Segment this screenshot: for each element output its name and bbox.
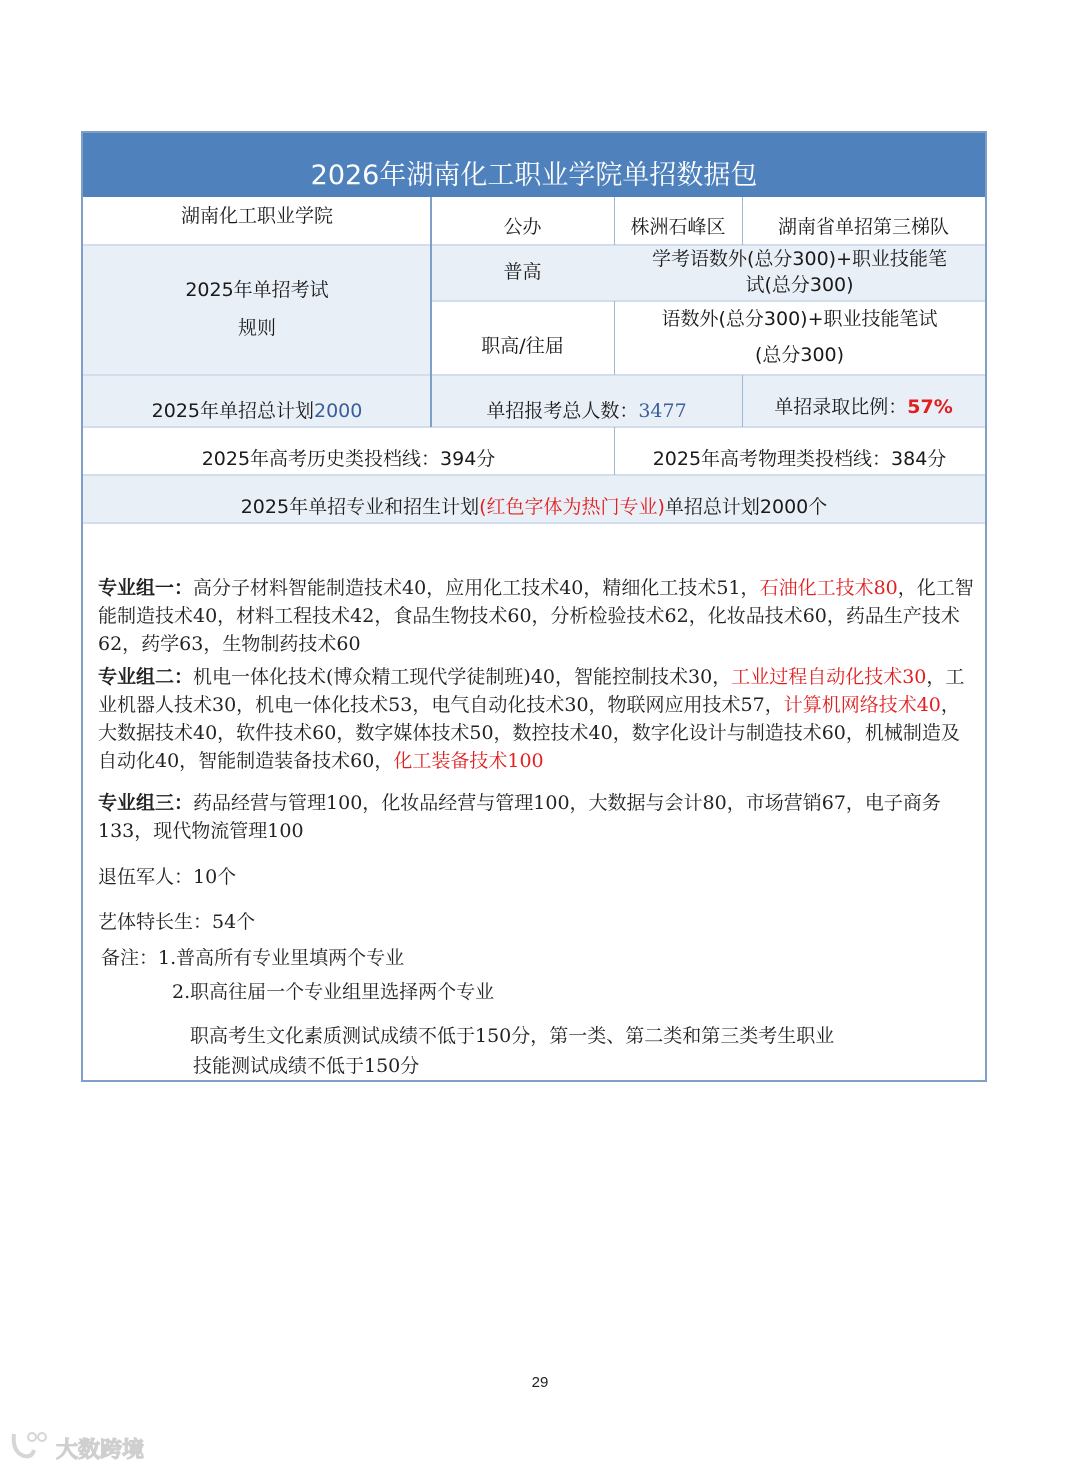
plan-header-prefix: 2025年单招专业和招生计划	[240, 496, 480, 519]
school-location: 株洲石峰区	[614, 197, 742, 245]
note-line-1: 备注：1.普高所有专业里填两个专业	[101, 947, 405, 969]
group-text: ，工业机器人技术30，机电一体化技术53，电气自动化技术30，物联网应用技术57，	[98, 666, 965, 716]
arts-sports-quota: 艺体特长生：54个	[98, 911, 256, 933]
rule-general-line1: 学考语数外(总分300)+职业技能笔	[651, 248, 947, 271]
group-text: 机电一体化技术(博众精工现代学徒制班)40，智能控制技术30，	[193, 666, 732, 688]
note-line-2: 2.职高往届一个专业组里选择两个专业	[172, 981, 495, 1003]
group-text: ，大数据技术40，软件技术60，数字媒体技术50，数控技术40，数字化设计与制造技术60，机械制造及自动化40，智能制造装备技术60，	[98, 694, 960, 772]
data-package-sheet	[81, 131, 987, 1082]
group-text: 药品经营与管理100，化妆品经营与管理100，大数据与会计80，市场营销67，电子商务133，现代物流管理100	[98, 792, 941, 842]
rule-vocational-line1: 语数外(总分300)+职业技能笔试	[661, 308, 938, 331]
watermark-text: 大数跨境	[56, 1437, 145, 1463]
exam-rules-label-line2: 规则	[237, 317, 276, 339]
plan-header-suffix: 单招总计划2000个	[664, 496, 828, 519]
rule-general-line2: 试(总分300)	[745, 274, 854, 296]
group-text: 高分子材料智能制造技术40，应用化工技术40，精细化工技术51，	[193, 577, 760, 599]
group-text: ，化工智能制造技术40，材料工程技术42，食品生物技术60，分析检验技术62，化妆品技术60，药品生产技术62，药学63，生物制药技术60	[98, 577, 974, 655]
veterans-quota: 退伍军人：10个	[98, 866, 237, 888]
plan-header	[83, 475, 985, 523]
page-number: 29	[531, 1374, 549, 1391]
major-group-3	[98, 789, 974, 845]
applicants	[431, 375, 742, 427]
rule-category-general: 普高	[431, 245, 614, 301]
applicants-value: 3477	[638, 400, 687, 423]
plan-header-hot-note: (红色字体为热门专业)	[479, 496, 665, 519]
hot-major: 计算机网络技术40	[783, 694, 941, 716]
admission-ratio-value: 57%	[907, 396, 953, 419]
total-plan	[83, 375, 431, 427]
history-cutoff: 2025年高考历史类投档线：394分	[83, 427, 614, 475]
total-plan-value: 2000	[314, 400, 363, 423]
rule-vocational-line2: (总分300)	[754, 344, 845, 366]
exam-rules-label-line1: 2025年单招考试	[185, 279, 329, 302]
rule-general	[614, 245, 985, 301]
total-plan-label: 2025年单招总计划	[151, 400, 314, 423]
physics-cutoff: 2025年高考物理类投档线：384分	[614, 427, 985, 475]
watermark	[10, 1430, 144, 1466]
school-name: 湖南化工职业学院	[83, 197, 431, 245]
admission-ratio	[742, 375, 985, 427]
group-label: 专业组三：	[98, 792, 194, 814]
rule-category-vocational: 职高/往届	[431, 301, 614, 375]
exam-rules-label	[83, 245, 431, 375]
hot-major: 石油化工技术80	[759, 577, 898, 599]
hot-major: 化工装备技术100	[393, 750, 544, 772]
hot-major: 工业过程自动化技术30	[731, 666, 927, 688]
admission-ratio-label: 单招录取比例：	[774, 396, 908, 419]
school-tier: 湖南省单招第三梯队	[742, 197, 985, 245]
major-group-1	[98, 574, 974, 658]
group-label: 专业组一：	[98, 577, 194, 599]
rule-vocational	[614, 301, 985, 375]
note-line-3: 职高考生文化素质测试成绩不低于150分，第一类、第二类和第三类考生职业	[190, 1025, 835, 1047]
page-title: 2026年湖南化工职业学院单招数据包	[83, 133, 985, 197]
major-group-2	[98, 663, 974, 775]
applicants-label: 单招报考总人数：	[486, 400, 639, 423]
watermark-logo-icon	[10, 1430, 50, 1466]
group-label: 专业组二：	[98, 666, 194, 688]
note-line-4: 技能测试成绩不低于150分	[193, 1055, 420, 1077]
school-type: 公办	[431, 197, 614, 245]
